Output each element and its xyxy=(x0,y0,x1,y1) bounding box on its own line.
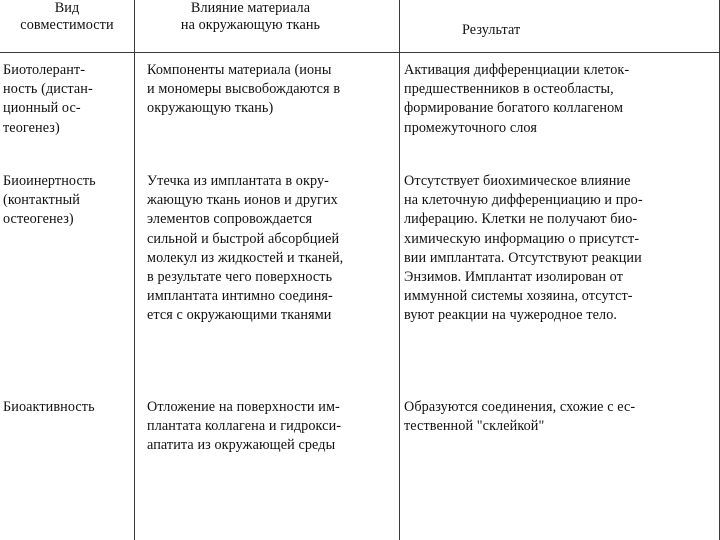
row-2-type: Биоинертность (контактный остеогенез) xyxy=(3,173,96,228)
header-type: Вид совместимости xyxy=(20,0,114,33)
row-2-result: Отсутствует биохимическое влияние на клеточную дифференциацию и про- лиферацию. Клетки не получают био- химическую информацию о присутст- вии имплантата. Отсутствуют реакции Энзимов. Имплантат изолирован от иммунной системы хозяина, отсутст- вуют реакции на чужеродное тело. xyxy=(404,173,643,324)
row-1-result: Активация дифференциации клеток- предшественников в остеобласты, формирование богатого коллагеном промежуточного слоя xyxy=(404,62,630,136)
row-3-effect: Отложение на поверхности им- плантата коллагена и гидрокси- апатита из окружающей среды xyxy=(147,399,342,454)
header-result: Результат xyxy=(462,22,521,38)
header-effect: Влияние материала на окружающую ткань xyxy=(180,0,321,33)
row-1-type: Биотолерант- ность (дистан- ционный ос- теогенез) xyxy=(3,62,93,136)
row-3-result: Образуются соединения, схожие с ес- тественной "склейкой" xyxy=(404,399,636,435)
column-divider xyxy=(399,0,400,540)
row-1-effect: Компоненты материала (ионы и мономеры высвобождаются в окружающую ткань) xyxy=(147,62,341,117)
row-3-type: Биоактивность xyxy=(3,399,95,415)
header-divider xyxy=(0,52,720,53)
row-2-effect: Утечка из имплантата в окру- жающую ткань ионов и других элементов сопровождается сильной и быстрой абсорбцией молекул из жидкостей и тканей, в результате чего поверхность имплантата интимно соединя- ется с окружающими тканями xyxy=(147,173,344,324)
column-divider xyxy=(134,0,135,540)
